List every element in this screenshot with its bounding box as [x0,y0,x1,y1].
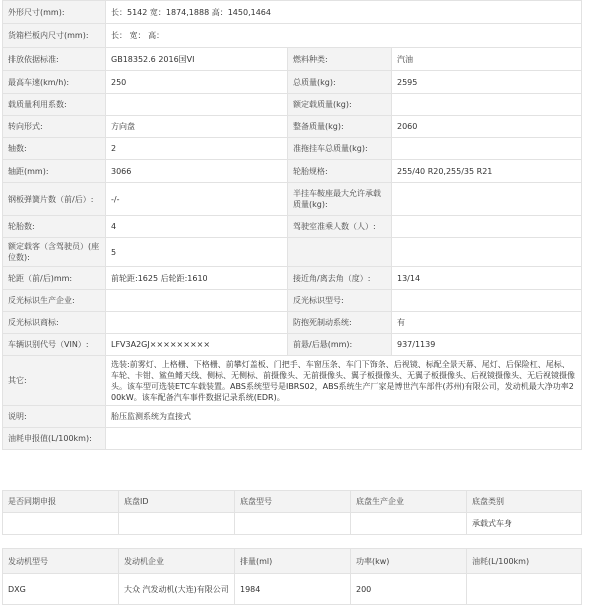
param-value [392,94,582,116]
param-label: 防抱死制动系统: [288,312,392,334]
param-value: 13/14 [392,267,582,290]
chassis-header: 底盘ID [119,491,235,513]
param-label: 钢板弹簧片数（前/后）: [3,183,106,216]
table-row [3,238,582,267]
note-label: 说明: [3,406,106,428]
param-value: 2595 [392,71,582,94]
fuel-value [106,428,582,450]
dims-value: 长：5142 宽：1874,1888 高：1450,1464 [106,1,582,24]
param-value: 方向盘 [106,116,288,138]
table-row [3,24,582,48]
engine-header: 功率(kw) [351,549,467,574]
param-label: 转向形式: [3,116,106,138]
table-row [3,267,582,290]
table-row [3,312,582,334]
param-label: 轮胎数: [3,216,106,238]
dims-label: 外形尺寸(mm): [3,1,106,24]
table-row [3,290,582,312]
chassis-cell [351,513,467,535]
chassis-row [3,513,582,535]
engine-table [2,548,582,605]
param-value: 汽油 [392,48,582,71]
chassis-cell [3,513,119,535]
engine-header: 发动机型号 [3,549,119,574]
table-row [3,356,582,406]
table-row [3,216,582,238]
param-label: 轴数: [3,138,106,160]
engine-cell: 大众 汽发动机(大连)有限公司 [119,574,235,605]
table-row [3,116,582,138]
table-row [3,334,582,356]
engine-cell: 1984 [235,574,351,605]
param-label: 接近角/离去角（度）: [288,267,392,290]
param-value: 255/40 R20,255/35 R21 [392,160,582,183]
note-value: 胎压监测系统为直接式 [106,406,582,428]
param-value [392,183,582,216]
param-label [288,238,392,267]
param-value: 2060 [392,116,582,138]
param-value: 前轮距:1625 后轮距:1610 [106,267,288,290]
param-value: 3066 [106,160,288,183]
vehicle-params-table [2,0,582,450]
chassis-table [2,490,582,535]
table-row [3,406,582,428]
engine-header: 油耗(L/100km) [467,549,582,574]
param-value [392,138,582,160]
param-label: 准拖挂车总质量(kg): [288,138,392,160]
param-label: 反光标识生产企业: [3,290,106,312]
chassis-cell [235,513,351,535]
chassis-header: 底盘型号 [235,491,351,513]
table-row [3,138,582,160]
param-value: LFV3A2GJ××××××××× [106,334,288,356]
param-value [106,312,288,334]
param-label: 排放依据标准: [3,48,106,71]
param-label: 轮距（前/后)mm: [3,267,106,290]
chassis-header: 底盘类别 [467,491,582,513]
table-row [3,183,582,216]
cargo-dims-label: 货箱栏板内尺寸(mm): [3,24,106,48]
other-label: 其它: [3,356,106,406]
table-row [3,428,582,450]
fuel-label: 油耗申报值(L/100km): [3,428,106,450]
param-value: GB18352.6 2016国VI [106,48,288,71]
param-value: -/- [106,183,288,216]
param-value [392,238,582,267]
chassis-header-row [3,491,582,513]
param-value: 5 [106,238,288,267]
param-value [106,290,288,312]
table-row [3,71,582,94]
engine-cell [467,574,582,605]
engine-row [3,574,582,605]
param-value: 4 [106,216,288,238]
table-row [3,160,582,183]
cargo-dims-value: 长： 宽： 高： [106,24,582,48]
param-value: 937/1139 [392,334,582,356]
param-label: 反光标识商标: [3,312,106,334]
param-label: 轮胎规格: [288,160,392,183]
param-label: 驾驶室准乘人数（人）: [288,216,392,238]
engine-cell: 200 [351,574,467,605]
param-label: 整备质量(kg): [288,116,392,138]
table-row [3,1,582,24]
param-value [392,216,582,238]
param-value: 2 [106,138,288,160]
table-row [3,48,582,71]
param-label: 前悬/后悬(mm): [288,334,392,356]
param-value [106,94,288,116]
param-value [392,290,582,312]
engine-header: 排量(ml) [235,549,351,574]
param-label: 额定载质量(kg): [288,94,392,116]
param-label: 反光标识型号: [288,290,392,312]
engine-header-row [3,549,582,574]
param-label: 轴距(mm): [3,160,106,183]
chassis-header: 是否同期申报 [3,491,119,513]
param-label: 额定载客（含驾驶员）(座位数): [3,238,106,267]
param-label: 半挂车鞍座最大允许承载质量(kg): [288,183,392,216]
chassis-header: 底盘生产企业 [351,491,467,513]
engine-cell: DXG [3,574,119,605]
engine-header: 发动机企业 [119,549,235,574]
param-label: 总质量(kg): [288,71,392,94]
param-label: 载质量利用系数: [3,94,106,116]
chassis-cell: 承载式车身 [467,513,582,535]
other-value: 选装:前雾灯、上格栅、下格栅、前攀灯盖板、门把手、车窗压条、车门下饰条、后视镜、标配全景天幕、尾灯、后保险杠、尾标、车轮、卡钳、鲨鱼鳍天线、侧标、无侧标、前摄像头、无前摄像头、翼子板摄像头、无翼子板摄像头、后视镜摄像头、无后视镜摄像头。该车型可选装ETC车载装置。ABS系统型号是IBRS02，ABS系统生产厂家是博世汽车部件(苏州)有限公司，发动机最大净功率200kW。该车配备汽车事件数据记录系统(EDR)。 [106,356,582,406]
chassis-cell [119,513,235,535]
param-value: 有 [392,312,582,334]
table-row [3,94,582,116]
param-label: 最高车速(km/h): [3,71,106,94]
param-label: 车辆识别代号（VIN）: [3,334,106,356]
param-label: 燃料种类: [288,48,392,71]
param-value: 250 [106,71,288,94]
